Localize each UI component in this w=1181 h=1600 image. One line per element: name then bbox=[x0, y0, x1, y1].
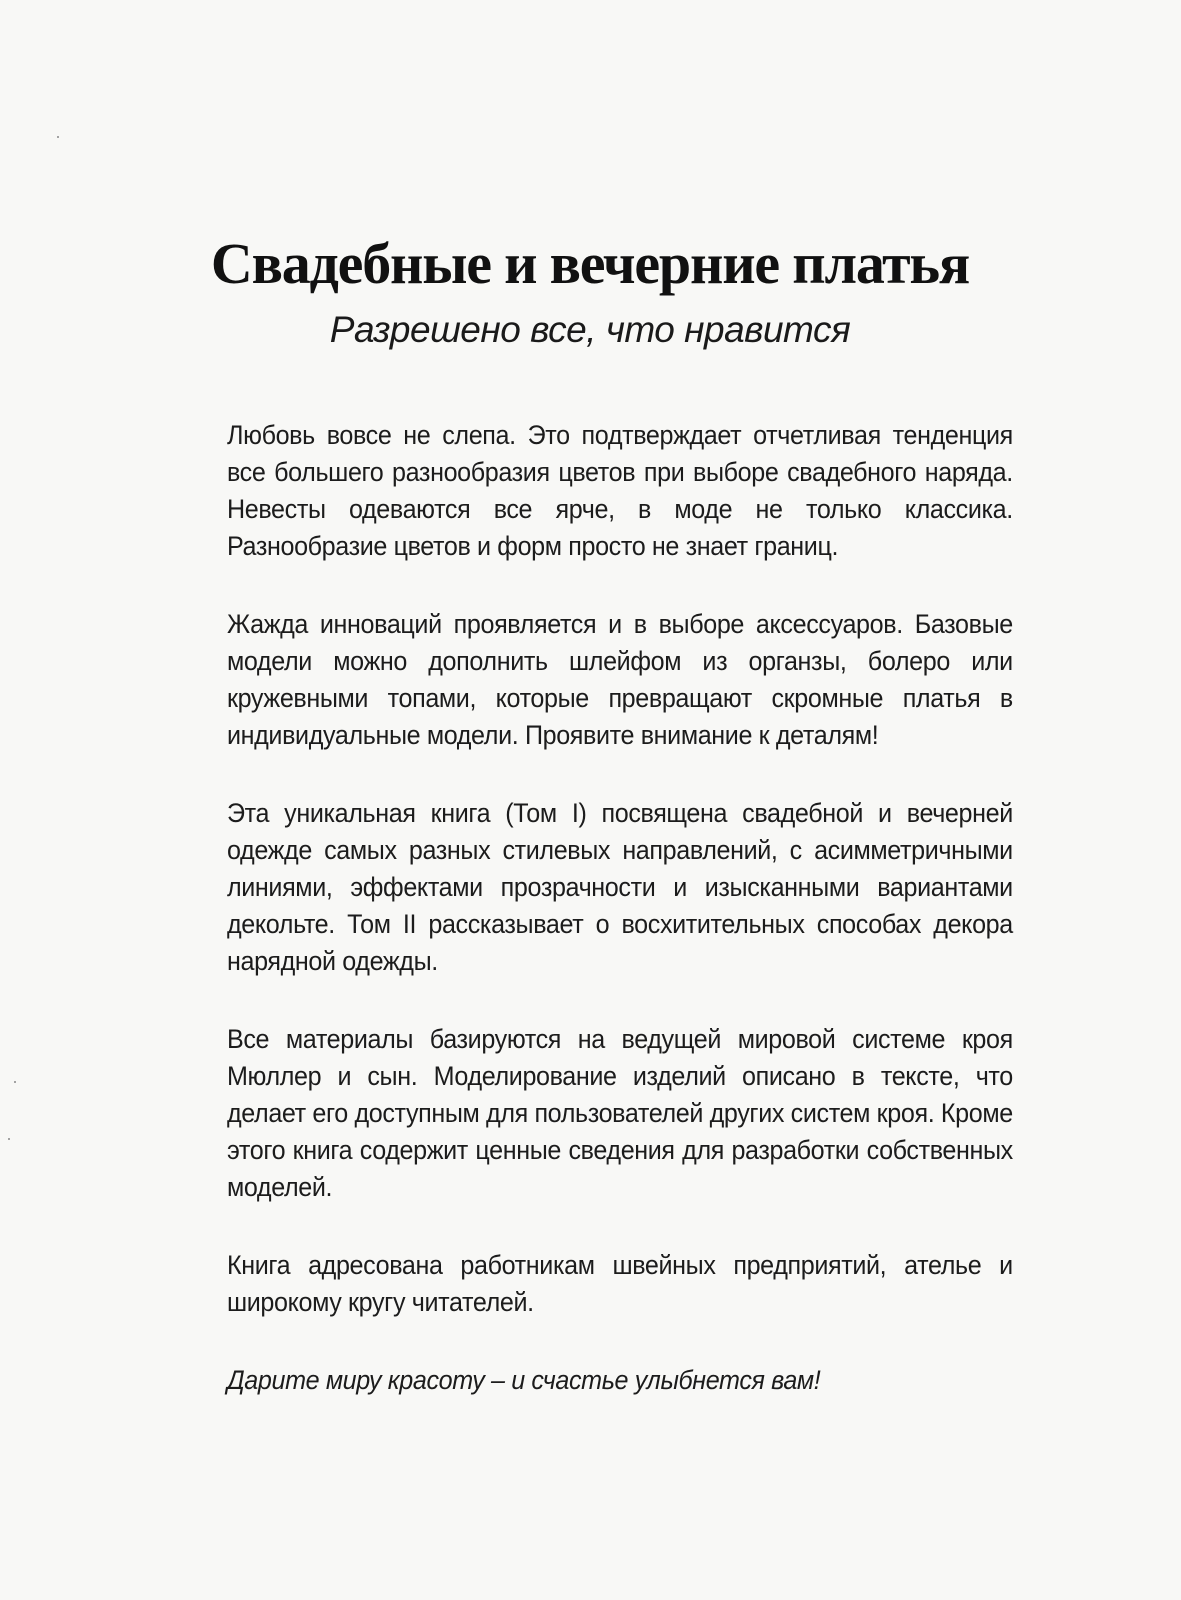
body-text bbox=[227, 417, 1013, 1440]
paragraph-1: Любовь вовсе не слепа. Это подтверждает отчетливая тенденция все большего разнообразия цветов при выборе свадебного наряда. Невесты одеваются все ярче, в моде не только классика. Разнообразие цветов и форм просто не знает границ. bbox=[227, 420, 1013, 561]
page-title: Свадебные и вечерние платья bbox=[210, 231, 970, 296]
scan-speck bbox=[57, 136, 59, 138]
paragraph-5: Книга адресована работникам швейных предприятий, ателье и широкому кругу читателей. bbox=[227, 1250, 1013, 1317]
paragraph-3: Эта уникальная книга (Том I) посвящена свадебной и вечерней одежде самых разных стилевых направлений, с асимметричными линиями, эффектами прозрачности и изысканными вариантами декольте. Том II рассказывает о восхитительных способах декора нарядной одежды. bbox=[227, 798, 1013, 976]
closing-line: Дарите миру красоту – и счастье улыбнется вам! bbox=[227, 1365, 821, 1395]
paragraph-2: Жажда инноваций проявляется и в выборе аксессуаров. Базовые модели можно дополнить шлейфом из органзы, болеро или кружевными топами, которые превращают скромные платья в индивидуальные модели. Проявите внимание к деталям! bbox=[227, 609, 1013, 750]
page-subtitle: Разрешено все, что нравится bbox=[329, 309, 851, 350]
scan-speck bbox=[8, 1138, 10, 1140]
scan-speck bbox=[14, 1081, 16, 1083]
paragraph-4: Все материалы базируются на ведущей мировой системе кроя Мюллер и сын. Моделирование изделий описано в тексте, что делает его доступным для пользователей других систем кроя. Кроме этого книга содержит ценные сведения для разработки собственных моделей. bbox=[227, 1024, 1013, 1202]
